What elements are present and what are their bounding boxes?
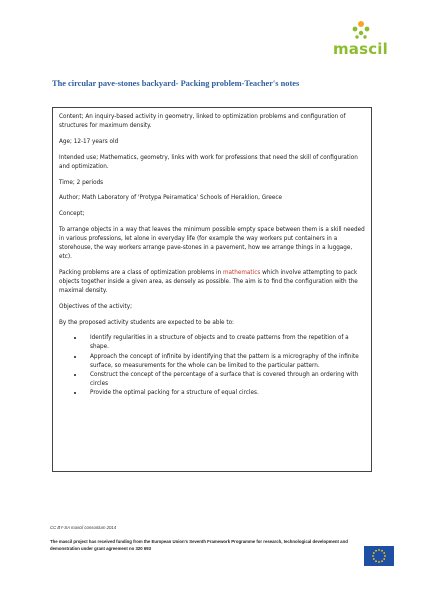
logo-text: mascil: [332, 40, 388, 58]
eu-flag-icon: [364, 546, 394, 566]
objective-item: • Provide the optimal packing for a structure of equal circles.: [84, 389, 365, 398]
objectives-list: [59, 334, 365, 398]
notes-box: [52, 107, 372, 472]
objectives-intro: By the proposed activity students are expected to be able to:: [59, 319, 234, 326]
mascil-logo: [332, 20, 388, 64]
concept-heading: Concept;: [59, 211, 85, 218]
mathematics-link[interactable]: mathematics: [223, 269, 261, 276]
objectives-heading: Objectives of the activity;: [59, 303, 133, 310]
objective-item: • Identify regularities in a structure of objects and to create patterns from the repetition of a shape.: [84, 334, 365, 352]
objective-item: • Approach the concept of infinite by identifying that the pattern is a micrography of the infinite surface, so measurements for the whole can be limited to the particular pattern.: [84, 353, 365, 371]
page-title: The circular pave-stones backyard- Packing problem-Teacher's notes: [52, 79, 300, 88]
age-paragraph: Age; 12-17 years old: [59, 138, 119, 145]
author-paragraph: Author; Math Laboratory of 'Protypa Peiramatica' Schools of Heraklion, Greece: [59, 195, 282, 202]
license-text: CC BY-SA mascil consortium 2014: [50, 525, 117, 530]
objective-item: • Construct the concept of the percentage of a surface that is covered through an ordering with circles: [84, 371, 365, 389]
logo-icon: [346, 20, 376, 42]
funding-text: The mascil project has received funding from the European Union's Seventh Framework Programme for research, technological development and demonstration under grant agreement no 320 693: [50, 539, 348, 551]
time-paragraph: Time; 2 periods: [59, 179, 104, 186]
concept-paragraph: To arrange objects in a way that leaves the minimum possible empty space between them is a skill needed in various professions, let alone in everyday life (for example the way workers put containers in a storehouse, the way workers arrange pave-stones in a pavement, how we arrange things in a luggage, etc).: [59, 227, 365, 260]
intended-use-paragraph: Intended use; Mathematics, geometry, links with work for professions that need the skill of configuration and optimization.: [59, 154, 358, 170]
packing-text-after: which involve attempting to pack objects together inside a given area, as densely as possible. The aim is to find the configuration with the maximal density.: [59, 269, 358, 294]
content-paragraph: Content; An inquiry-based activity in geometry, linked to optimization problems and configuration of structures for maximum density.: [59, 114, 346, 129]
packing-text-before: Packing problems are a class of optimization problems in: [59, 269, 223, 276]
packing-paragraph: [59, 269, 365, 296]
eu-stars-icon: [364, 546, 394, 566]
